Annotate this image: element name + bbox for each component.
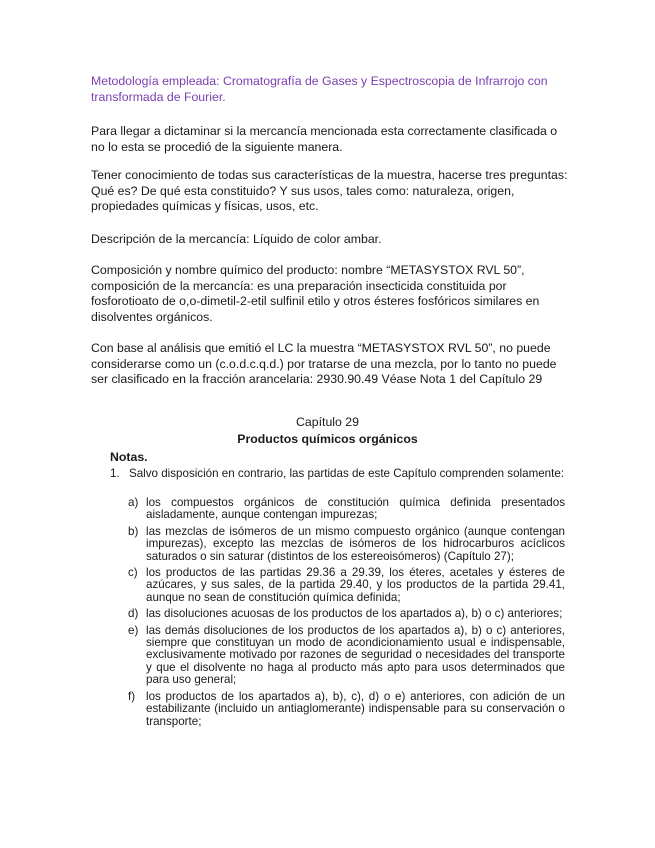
list-item [128, 608, 565, 620]
chapter-number: Capítulo 29 [296, 415, 359, 429]
item-label: a) [128, 496, 139, 509]
paragraph-conclusion: Con base al análisis que emitió el LC la muestra “METASYSTOX RVL 50”, no puede considerarse como un (c.o.d.c.q.d.) por tratarse de una mezcla, por lo tanto no puede ser clasificado en la fracción arancelaria: 2930.90.49 Véase Nota 1 del Capítulo 29 [91, 341, 557, 387]
paragraph-procedure: Para llegar a dictaminar si la mercancía mencionada esta correctamente clasificada o no lo esta se procedió de la siguiente manera. [91, 124, 558, 154]
item-text: los compuestos orgánicos de constitución química definida presentados aisladamente, aunque contengan impurezas; [146, 496, 565, 522]
note-number: 1. [110, 467, 120, 480]
chapter-title: Productos químicos orgánicos [237, 432, 418, 446]
item-text: los productos de las partidas 29.36 a 29.39, los éteres, acetales y ésteres de azúcares, y sus sales, de la partida 29.40, y los productos de la partida 29.41, aunque no sean de constitución química definida; [146, 566, 565, 604]
note-items-list [128, 497, 565, 732]
list-item [128, 497, 565, 522]
item-text: las disoluciones acuosas de los productos de los apartados a), b) o c) anteriores; [146, 607, 563, 621]
paragraph-questions: Tener conocimiento de todas sus características de la muestra, hacerse tres preguntas: Qué es? De qué esta constituido? Y sus usos, tales como: naturaleza, origen, propiedades químicas y físicas, usos, etc. [91, 168, 568, 214]
note-1 [110, 468, 565, 480]
item-label: c) [128, 566, 138, 580]
list-item [128, 526, 565, 563]
methodology-line: Metodología empleada: Cromatografía de Gases y Espectroscopia de Infrarrojo con transformada de Fourier. [91, 74, 548, 104]
item-text: las demás disoluciones de los productos de los apartados a), b) o c) anteriores, siempre que constituyan un modo de acondicionamiento usual e indispensable, exclusivamente motivado por razones de seguridad o necesidades del transporte y que el disolvente no haga al producto más apto para usos determinados que para uso general; [146, 623, 565, 687]
item-label: b) [128, 524, 139, 538]
list-item [128, 567, 565, 604]
item-text: los productos de los apartados a), b), c), d) o e) anteriores, con adición de un estabilizante (incluido un antiaglomerante) indispensable para su conservación o transporte; [146, 689, 565, 728]
list-item [128, 691, 565, 728]
paragraph-description: Descripción de la mercancía: Líquido de color ambar. [91, 232, 382, 246]
item-label: e) [128, 623, 139, 637]
note-text: Salvo disposición en contrario, las partidas de este Capítulo comprenden solamente: [129, 467, 565, 480]
item-text: las mezclas de isómeros de un mismo compuesto orgánico (aunque contengan impurezas), excepto las mezclas de isómeros de los hidrocarburos acíclicos saturados o sin saturar (distintos de los estereoisómeros) (Capítulo 27); [146, 524, 565, 563]
item-label: d) [128, 607, 139, 621]
item-label: f) [128, 689, 136, 703]
list-item [128, 625, 565, 687]
notes-heading: Notas. [110, 450, 148, 464]
paragraph-composition: Composición y nombre químico del producto: nombre “METASYSTOX RVL 50”, composición de la mercancía: es una preparación insecticida constituida por fosforotioato de o,o-dimetil-2-etil sulfinil etilo y otros ésteres fosfóricos similares en disolventes orgánicos. [91, 263, 540, 324]
